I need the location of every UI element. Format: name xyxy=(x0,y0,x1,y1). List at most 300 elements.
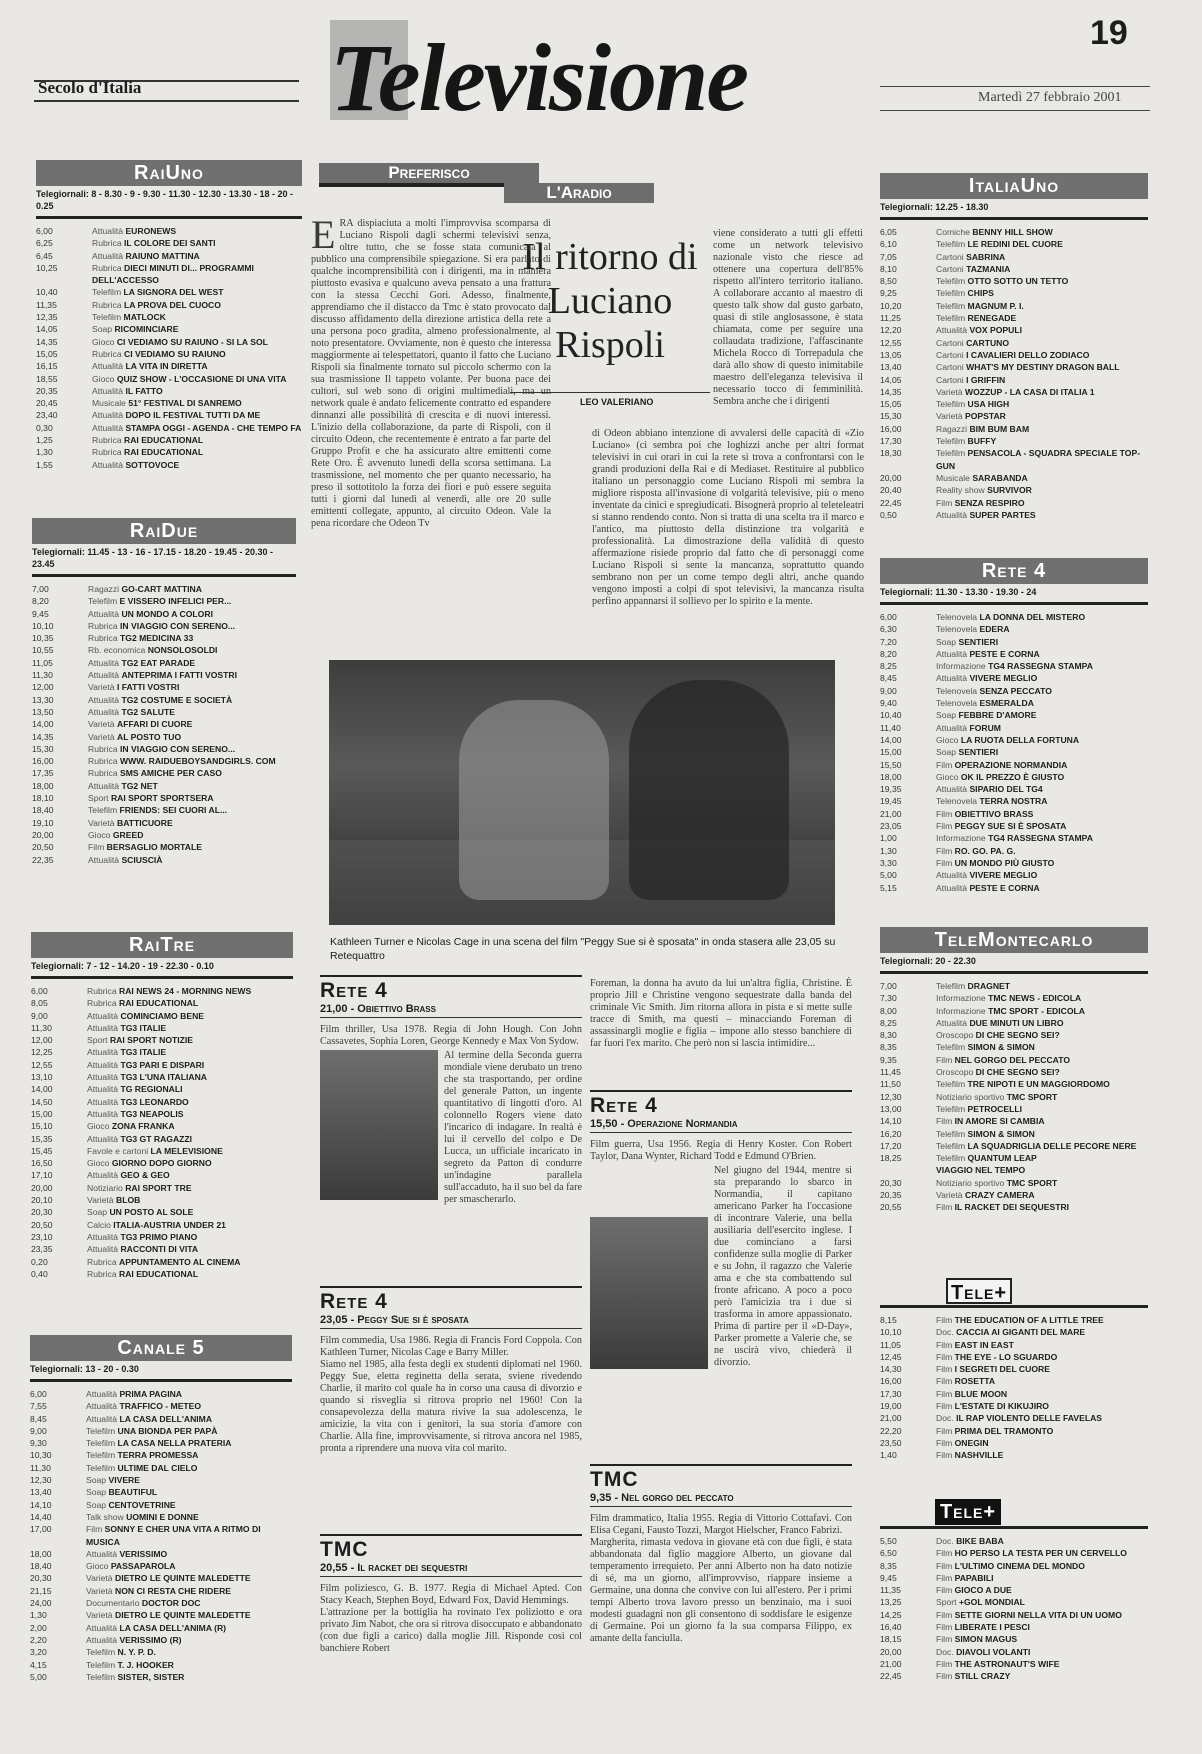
schedule xyxy=(880,1314,1148,1462)
show-info xyxy=(936,672,1148,684)
schedule-row xyxy=(31,1046,293,1058)
film-thumbnail xyxy=(320,1050,438,1200)
show-title: SENZA RESPIRO xyxy=(954,497,1025,508)
schedule-row xyxy=(880,992,1148,1004)
show-genre: Attualità xyxy=(92,459,124,470)
show-title: SIMON & SIMON xyxy=(967,1128,1035,1139)
teleplus-black-listing xyxy=(880,1499,1148,1683)
show-title: NONSOLOSOLDI xyxy=(147,645,218,656)
show-time: 20,45 xyxy=(36,398,58,409)
show-title: SENZA PECCATO xyxy=(979,685,1052,696)
show-info xyxy=(92,262,302,287)
schedule xyxy=(31,985,293,1280)
show-genre: Varietà xyxy=(86,1610,113,1621)
show-time: 12,00 xyxy=(31,1035,53,1046)
show-genre: Attualità xyxy=(87,1084,119,1095)
show-genre: Varietà xyxy=(86,1585,113,1596)
schedule-row xyxy=(880,484,1148,496)
schedule-row xyxy=(880,771,1148,783)
show-genre: Attualità xyxy=(86,1401,118,1412)
show-title: L'ULTIMO CINEMA DEL MONDO xyxy=(954,1560,1085,1571)
show-info xyxy=(936,1351,1148,1363)
show-title: IN VIAGGIO CON SERENO... xyxy=(120,620,236,631)
show-title: I FATTI VOSTRI xyxy=(116,682,180,693)
show-time: 8,00 xyxy=(880,1005,897,1016)
show-title: VIVERE MEGLIO xyxy=(969,673,1038,684)
schedule-row xyxy=(31,1133,293,1145)
show-title: SENTIERI xyxy=(958,747,999,758)
show-time: 13,40 xyxy=(880,362,902,373)
show-info xyxy=(936,611,1148,623)
show-title: THE EYE - LO SGUARDO xyxy=(954,1351,1058,1362)
show-info xyxy=(86,1560,292,1572)
show-info xyxy=(936,1054,1148,1066)
show-title: TMC SPORT xyxy=(1006,1091,1058,1102)
show-title: ITALIA-AUSTRIA UNDER 21 xyxy=(113,1219,226,1230)
show-time: 15,50 xyxy=(880,759,902,770)
show-time: 8,15 xyxy=(880,1315,897,1325)
show-genre: Telefilm xyxy=(936,981,966,991)
show-genre: Attualità xyxy=(88,608,120,619)
show-title: IL RACKET DEI SEQUESTRI xyxy=(954,1202,1070,1213)
show-genre: Telefilm xyxy=(86,1450,116,1461)
show-title: ZONA FRANKA xyxy=(111,1121,175,1132)
schedule-row xyxy=(880,1201,1148,1213)
show-genre: Film xyxy=(936,1609,953,1620)
show-time: 1,40 xyxy=(880,1450,897,1461)
show-genre: Varietà xyxy=(88,817,115,828)
show-title: SIPARIO DEL TG4 xyxy=(969,784,1043,795)
show-info xyxy=(87,997,293,1009)
show-time: 11,50 xyxy=(880,1079,901,1090)
show-genre: Attualità xyxy=(87,1072,119,1083)
show-info xyxy=(936,1164,1148,1176)
show-time: 12,25 xyxy=(31,1047,53,1058)
header-rule xyxy=(880,1525,1148,1529)
news-times: Telegiornali: 13 - 20 - 0.30 xyxy=(30,1361,292,1382)
show-title: EURONEWS xyxy=(125,226,177,236)
show-time: 2,20 xyxy=(30,1634,47,1645)
schedule-row xyxy=(31,1120,293,1132)
schedule-row xyxy=(36,385,302,397)
show-title: PESTE E CORNA xyxy=(969,882,1040,893)
schedule-row xyxy=(31,1059,293,1071)
show-title: DI CHE SEGNO SEI? xyxy=(975,1030,1060,1041)
schedule-row xyxy=(32,841,296,853)
show-genre: Ragazzi xyxy=(936,423,968,434)
show-time: 1,25 xyxy=(36,435,53,446)
show-time: 20,30 xyxy=(30,1573,52,1584)
masthead: Secolo d'Italia xyxy=(38,78,142,97)
show-info xyxy=(936,1621,1148,1633)
show-time: 20,00 xyxy=(31,1182,53,1193)
schedule-row xyxy=(30,1449,292,1461)
schedule-row xyxy=(31,1231,293,1243)
show-title: CI VEDIAMO SU RAIUNO xyxy=(124,348,226,359)
film-credits: Film poliziesco, G. B. 1977. Regia di Michael Apted. Con Stacy Keach, Stephen Boyd, Edward Fox, David Hemmings. xyxy=(320,1583,582,1606)
show-time: 13,00 xyxy=(880,1103,902,1114)
schedule-row xyxy=(880,1128,1148,1140)
schedule-row xyxy=(880,722,1148,734)
schedule-row xyxy=(880,832,1148,844)
show-title: TG3 ITALIE xyxy=(120,1022,167,1033)
show-time: 14,30 xyxy=(880,1364,902,1375)
show-time: 0,30 xyxy=(36,422,53,433)
show-genre: Rubrica xyxy=(88,768,118,779)
show-title: I CAVALIERI DELLO ZODIACO xyxy=(966,349,1090,360)
show-info xyxy=(936,275,1148,287)
show-info xyxy=(936,1017,1148,1029)
schedule-row xyxy=(880,882,1148,894)
show-title: DUE MINUTI UN LIBRO xyxy=(969,1017,1064,1028)
date-rule xyxy=(880,110,1150,111)
show-info xyxy=(936,845,1148,857)
show-time: 20,30 xyxy=(880,1177,902,1188)
schedule-row xyxy=(880,386,1148,398)
show-title: IL RAP VIOLENTO DELLE FAVELAS xyxy=(956,1413,1103,1424)
show-time: 10,55 xyxy=(32,645,54,656)
schedule-row xyxy=(31,1010,293,1022)
show-title: RAI EDUCATIONAL xyxy=(124,447,204,458)
show-genre: Varietà xyxy=(936,1190,963,1201)
show-genre: Rubrica xyxy=(92,348,122,359)
show-genre: Attualità xyxy=(92,226,124,236)
show-genre: Film xyxy=(936,1572,953,1583)
show-info xyxy=(936,1560,1148,1572)
schedule xyxy=(32,583,296,866)
schedule-row xyxy=(880,1339,1148,1351)
schedule-row xyxy=(31,1071,293,1083)
schedule-row xyxy=(36,286,302,298)
show-genre: Cartoni xyxy=(936,263,964,274)
show-genre: Film xyxy=(936,1315,953,1325)
schedule-row xyxy=(880,337,1148,349)
schedule-row xyxy=(32,595,296,607)
schedule-row xyxy=(880,980,1148,992)
show-info xyxy=(87,1059,293,1071)
show-info xyxy=(92,459,302,471)
kicker-rule xyxy=(319,183,504,187)
schedule-row xyxy=(30,1400,292,1412)
schedule-row xyxy=(32,829,296,841)
show-title: VIAGGIO NEL TEMPO xyxy=(936,1165,1026,1176)
show-title: COMINCIAMO BENE xyxy=(120,1010,205,1021)
show-genre: Rubrica xyxy=(92,435,122,446)
show-genre: Film xyxy=(86,1524,103,1535)
show-genre: Telefilm xyxy=(936,1103,966,1114)
show-title: HO PERSO LA TESTA PER UN CERVELLO xyxy=(954,1548,1127,1559)
show-time: 18,00 xyxy=(32,780,54,791)
show-info xyxy=(87,1108,293,1120)
schedule-row xyxy=(880,709,1148,721)
show-time: 10,40 xyxy=(36,287,58,298)
masthead-rule xyxy=(34,100,299,102)
show-time: 16,20 xyxy=(880,1128,902,1139)
schedule-row xyxy=(880,1078,1148,1090)
film-synopsis xyxy=(320,1050,582,1206)
show-time: 6,30 xyxy=(880,624,897,635)
show-info xyxy=(86,1449,292,1461)
show-time: 16,00 xyxy=(880,1376,902,1387)
show-info xyxy=(86,1523,292,1548)
show-title: LA CASA DELL'ANIMA xyxy=(119,1413,213,1424)
show-genre: Notiziario xyxy=(87,1182,123,1193)
show-time: 15,10 xyxy=(31,1121,53,1132)
show-info xyxy=(936,410,1148,422)
show-genre: Cartoni xyxy=(936,362,964,373)
show-title: SENTIERI xyxy=(958,636,999,647)
show-genre: Attualità xyxy=(936,325,968,336)
show-genre: Soap xyxy=(92,324,113,335)
show-time: 12,55 xyxy=(31,1059,53,1070)
schedule-row xyxy=(36,422,302,434)
show-title: LA PROVA DEL CUOCO xyxy=(124,299,221,310)
show-title: RO. GO. PA. G. xyxy=(954,845,1016,856)
show-time: 17,00 xyxy=(30,1524,52,1535)
show-genre: Varietà xyxy=(936,386,963,397)
show-title: UN POSTO AL SOLE xyxy=(109,1207,194,1218)
show-title: LA CASA DELL'ANIMA (R) xyxy=(119,1622,227,1633)
show-title: VOX POPULI xyxy=(969,325,1022,336)
show-genre: Soap xyxy=(936,747,957,758)
schedule-row xyxy=(31,1182,293,1194)
show-time: 18,15 xyxy=(880,1634,902,1645)
show-time: 13,25 xyxy=(880,1597,902,1608)
show-title: SIMON MAGUS xyxy=(954,1634,1018,1645)
schedule-row xyxy=(36,348,302,360)
show-title: DOCTOR DOC xyxy=(141,1598,201,1609)
schedule xyxy=(880,1535,1148,1683)
schedule-row xyxy=(31,1206,293,1218)
schedule-row xyxy=(30,1548,292,1560)
show-genre: Attualità xyxy=(88,657,120,668)
show-time: 9,40 xyxy=(880,698,897,709)
schedule-row xyxy=(880,1584,1148,1596)
show-time: 12,55 xyxy=(880,337,902,348)
film-credits: Film thriller, Usa 1978. Regia di John Hough. Con John Cassavetes, Sophia Loren, George Kennedy e Max Von Sydow. xyxy=(320,1024,582,1047)
show-genre: Varietà xyxy=(88,682,115,693)
schedule-row xyxy=(31,1108,293,1120)
channel-header: Canale 5 xyxy=(30,1335,292,1361)
show-info xyxy=(936,1005,1148,1017)
film-credits: Film commedia, Usa 1986. Regia di Francis Ford Coppola. Con Kathleen Turner, Nicolas Cage e Barry Miller. xyxy=(320,1335,582,1358)
film-rule xyxy=(590,1464,852,1466)
show-time: 8,35 xyxy=(880,1042,897,1053)
show-title: E VISSERO INFELICI PER... xyxy=(119,596,232,607)
show-info xyxy=(88,694,296,706)
show-title: BERSAGLIO MORTALE xyxy=(106,842,202,853)
show-time: 1,30 xyxy=(30,1610,47,1621)
show-info xyxy=(936,1535,1148,1547)
schedule-row xyxy=(36,459,302,471)
schedule-row xyxy=(30,1388,292,1400)
channel-header: Rete 4 xyxy=(880,558,1148,584)
show-time: 15,30 xyxy=(32,743,54,754)
news-times: Telegiornali: 12.25 - 18.30 xyxy=(880,199,1148,220)
show-title: CARTUNO xyxy=(966,337,1010,348)
show-info xyxy=(936,349,1148,361)
show-info xyxy=(936,759,1148,771)
show-info xyxy=(936,1201,1148,1213)
show-genre: Rubrica xyxy=(88,633,118,644)
show-genre: Telefilm xyxy=(936,313,966,324)
film-box-obiettivo-brass xyxy=(320,975,582,1206)
show-title: RAI SPORT NOTIZIE xyxy=(109,1035,194,1046)
show-info xyxy=(936,1437,1148,1449)
show-title: RICOMINCIARE xyxy=(114,324,179,335)
show-genre: Telefilm xyxy=(86,1438,116,1449)
drop-cap: E xyxy=(311,212,336,257)
film-title: 9,35 - Nel gorgo del peccato xyxy=(590,1492,852,1507)
show-time: 21,00 xyxy=(880,1413,902,1424)
show-time: 20,55 xyxy=(880,1202,902,1213)
film-credits: Film guerra, Usa 1956. Regia di Henry Koster. Con Robert Taylor, Dana Wynter, Richard Todd e Edmund O'Brien. xyxy=(590,1139,852,1162)
show-time: 22,20 xyxy=(880,1425,902,1436)
show-genre: Attualità xyxy=(92,422,124,433)
schedule-row xyxy=(31,1268,293,1280)
show-title: VERISSIMO xyxy=(119,1548,168,1559)
show-genre: Film xyxy=(936,845,953,856)
show-genre: Reality show xyxy=(936,485,985,496)
schedule-row xyxy=(30,1572,292,1584)
show-time: 0,40 xyxy=(31,1268,48,1279)
schedule-row xyxy=(32,780,296,792)
show-time: 8,35 xyxy=(880,1560,897,1571)
kicker-line-1: Preferisco xyxy=(319,163,539,183)
show-info xyxy=(936,1670,1148,1682)
show-time: 23,40 xyxy=(36,410,58,421)
show-time: 1,00 xyxy=(880,833,897,844)
show-time: 2,00 xyxy=(30,1622,47,1633)
show-genre: Gioco xyxy=(92,336,115,347)
show-time: 9,45 xyxy=(880,1572,897,1583)
show-time: 8,20 xyxy=(32,596,49,607)
show-title: ONEGIN xyxy=(954,1437,989,1448)
show-genre: Attualità xyxy=(936,870,968,881)
show-info xyxy=(86,1622,292,1634)
show-genre: Telefilm xyxy=(936,1128,966,1139)
show-genre: Informazione xyxy=(936,1005,986,1016)
show-info xyxy=(92,286,302,298)
show-genre: Rb. economica xyxy=(88,645,146,656)
show-title: ROSETTA xyxy=(954,1376,996,1387)
show-info xyxy=(87,1133,293,1145)
schedule-row xyxy=(36,250,302,262)
schedule-row xyxy=(31,1157,293,1169)
news-times: Telegiornali: 7 - 12 - 14.20 - 19 - 22.30 - 0.10 xyxy=(31,958,293,979)
show-genre: Attualità xyxy=(88,780,120,791)
show-genre: Attualità xyxy=(87,1059,119,1070)
show-time: 20,00 xyxy=(32,829,54,840)
show-info xyxy=(936,1029,1148,1041)
header-rule xyxy=(880,1304,1148,1308)
show-genre: Film xyxy=(936,1658,953,1669)
show-genre: Film xyxy=(936,1560,953,1571)
schedule-row xyxy=(880,275,1148,287)
show-info xyxy=(92,250,302,262)
show-genre: Attualità xyxy=(936,722,968,733)
schedule-row xyxy=(31,1243,293,1255)
show-info xyxy=(86,1437,292,1449)
film-rule xyxy=(320,1534,582,1536)
show-title: ANTEPRIMA I FATTI VOSTRI xyxy=(121,670,237,681)
show-time xyxy=(880,1164,936,1176)
show-time: 1,30 xyxy=(36,447,53,458)
show-title: DIETRO LE QUINTE MALEDETTE xyxy=(114,1610,251,1621)
show-info xyxy=(936,398,1148,410)
show-title: RAIUNO MATTINA xyxy=(125,250,200,261)
show-info xyxy=(87,1071,293,1083)
date-rule-top xyxy=(880,86,1150,87)
show-time: 11,45 xyxy=(880,1067,901,1078)
show-title: NASHVILLE xyxy=(954,1450,1004,1461)
show-genre: Telefilm xyxy=(86,1462,116,1473)
show-title: TG4 RASSEGNA STAMPA xyxy=(988,833,1093,844)
show-time: 17,35 xyxy=(32,768,54,779)
show-genre: Film xyxy=(936,1351,953,1362)
show-title: LIBERATE I PESCI xyxy=(954,1622,1030,1633)
show-info xyxy=(936,1115,1148,1127)
schedule-row xyxy=(880,1400,1148,1412)
show-info xyxy=(936,1400,1148,1412)
schedule-row xyxy=(31,1096,293,1108)
show-genre: Documentario xyxy=(86,1598,140,1609)
show-info xyxy=(87,1194,293,1206)
show-genre: Film xyxy=(936,1585,953,1596)
show-title: GO-CART MATTINA xyxy=(121,584,202,594)
film-box-gorgo-peccato xyxy=(590,1464,852,1645)
show-time: 8,05 xyxy=(31,998,48,1009)
schedule-row xyxy=(880,497,1148,509)
show-title: UN MONDO A COLORI xyxy=(121,608,213,619)
show-title: TMC NEWS - EDICOLA xyxy=(988,993,1082,1004)
show-title: TRE NIPOTI E UN MAGGIORDOMO xyxy=(967,1079,1110,1090)
schedule-row xyxy=(880,1437,1148,1449)
schedule-row xyxy=(880,795,1148,807)
show-genre: Rubrica xyxy=(88,743,118,754)
show-title: NON CI RESTA CHE RIDERE xyxy=(114,1585,232,1596)
show-genre: Telenovela xyxy=(936,796,978,807)
show-info xyxy=(87,1206,293,1218)
show-genre: Film xyxy=(936,1339,953,1350)
show-info xyxy=(92,336,302,348)
schedule-row xyxy=(31,1256,293,1268)
show-genre: Gioco xyxy=(87,1121,110,1132)
film-box-racket xyxy=(320,1534,582,1655)
schedule-row xyxy=(880,1621,1148,1633)
schedule-row xyxy=(32,632,296,644)
schedule-row xyxy=(880,1375,1148,1387)
show-genre: Varietà xyxy=(936,411,963,422)
show-info xyxy=(88,583,296,595)
schedule-row xyxy=(31,985,293,997)
show-title: DIETRO LE QUINTE MALEDETTE xyxy=(114,1573,251,1584)
schedule-row xyxy=(32,731,296,743)
show-time: 9,30 xyxy=(30,1438,47,1449)
schedule-row xyxy=(32,669,296,681)
show-info xyxy=(92,446,302,458)
show-title: AL POSTO TUO xyxy=(116,731,182,742)
show-time: 16,15 xyxy=(36,361,58,372)
show-info xyxy=(936,435,1148,447)
schedule-row xyxy=(880,287,1148,299)
show-genre: Film xyxy=(936,1054,953,1065)
show-title: DIECI MINUTI DI... PROGRAMMI DELL'ACCESSO xyxy=(92,262,254,286)
schedule-row xyxy=(32,694,296,706)
film-rule xyxy=(320,1286,582,1288)
tmc-listing xyxy=(880,927,1148,1214)
show-time: 13,30 xyxy=(32,694,54,705)
